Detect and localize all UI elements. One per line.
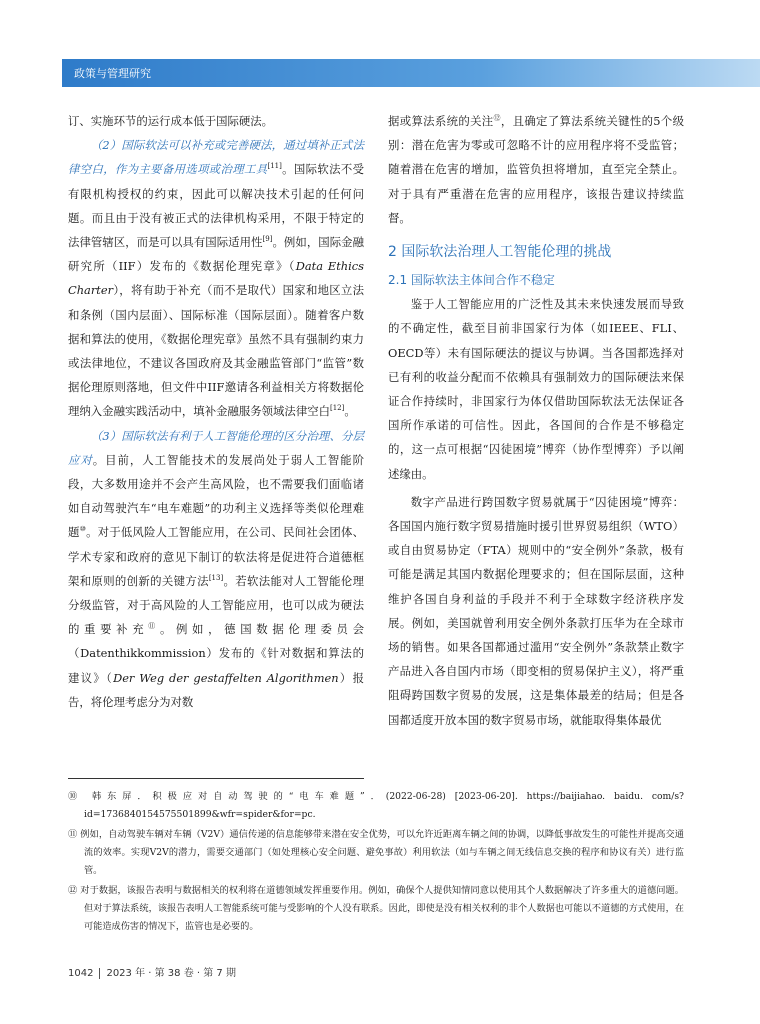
paragraph: 据或算法系统的关注⑫，且确定了算法系统关键性的5个级别：潜在危害为零或可忽略不计的应用程序将不受监管；随着潜在危害的增加，监管负担将增加，直至完全禁止。对于具有严重潜在危害的应用程序，该报告建议持续监督。 <box>388 114 684 225</box>
footnote: ⑪ 例如，自动驾驶车辆对车辆（V2V）通信传递的信息能够带来潜在安全优势，可以允许近距离车辆之间的协调，以降低事故发生的可能性并提高交通流的效率。实现V2V的潜力，需要交通部门（如处理核心安全问题、避免事故）利用软法（如与车辆之间无线信息交换的程序和协议有关）进行监管。 <box>68 829 684 876</box>
section-heading: 2 国际软法治理人工智能伦理的挑战 <box>388 244 612 261</box>
paragraph: 订、实施环节的运行成本低于国际硬法。 <box>68 114 274 128</box>
header-bar <box>62 59 760 87</box>
paragraph: 数字产品进行跨国数字贸易就属于“囚徒困境”博弈：各国国内施行数字贸易措施时援引世界贸易组织（WTO）或自由贸易协定（FTA）规则中的“安全例外”条款，极有可能是满足其国内数据伦理要求的；但在国际层面，这种维护各国自身利益的手段并不利于全球数字经济秩序发展。例如，美国就曾利用安全例外条款打压华为在全球市场的销售。如果各国都通过滥用“安全例外”条款禁止数字产品进入各自国内市场（即变相的贸易保护主义），将严重阻碍跨国数字贸易的发展，这是集体最差的结局；但是各国都适度开放本国的数字贸易市场，就能取得集体最优 <box>388 494 684 727</box>
footnote: ⑩ 韩东屏．积极应对自动驾驶的“电车难题”．(2022-06-28) [2023-06-20]. https://baijiahao. baidu. com/s? id=1736840154575501899&wfr=spider&for=pc. <box>68 791 684 820</box>
paragraph: （3）国际软法有利于人工智能伦理的区分治理、分层应对。目前，人工智能技术的发展尚处于弱人工智能阶段，大多数用途并不会产生高风险，也不需要我们面临诸如自动驾驶汽车“电车难题”的功利主义选择等类似伦理难题⑩。对于低风险人工智能应用，在公司、民间社会团体、学术专家和政府的意见下制订的软法将是促进符合道德框架和原则的创新的关键方法[13]。若软法能对人工智能伦理分级监管，对于高风险的人工智能应用，也可以成为硬法的重要补充⑪。例如，德国数据伦理委员会（Datenthikkommission）发布的《针对数据和算法的建议》（Der Weg der gestaffelten Algorithmen）报告，将伦理考虑分为对数 <box>68 428 364 709</box>
left-column <box>68 109 364 714</box>
section-title: 政策与管理研究 <box>74 67 151 80</box>
page-footer <box>68 964 236 979</box>
footnote-divider <box>68 778 364 779</box>
page-number: 1042 <box>68 968 100 979</box>
subsection-heading: 2.1 国际软法主体间合作不稳定 <box>388 273 555 288</box>
right-column <box>388 109 684 732</box>
issue-info: 2023 年 · 第 38 卷 · 第 7 期 <box>106 968 236 979</box>
footnotes <box>68 788 684 938</box>
paragraph: 鉴于人工智能应用的广泛性及其未来快速发展而导致的不确定性，截至目前非国家行为体（如IEEE、FLI、OECD等）未有国际硬法的提议与协调。当各国都选择对已有利的收益分配而不依赖具有强制效力的国际硬法来保证合作持续时，非国家行为体仅借助国际软法无法保证各国所作承诺的可信性。因此，各国间的合作是不够稳定的，这一点可根据“囚徒困境”博弈（协作型博弈）予以阐述缘由。 <box>388 297 684 481</box>
paragraph: （2）国际软法可以补充或完善硬法，通过填补正式法律空白，作为主要备用选项或治理工具[11]。国际软法不受有限机构授权的约束，因此可以解决技术引起的任何问题。而且由于没有被正式的法律机构采用，不限于特定的法律管辖区，而是可以具有国际适用性[9]。例如，国际金融研究所（IIF）发布的《数据伦理宪章》（Data Ethics Charter），将有助于补充（而不是取代）国家和地区立法和条例（国内层面）、国际标准（国际层面）。随着客户数据和算法的使用，《数据伦理宪章》虽然不具有强制约束力或法律地位，不建议各国政府及其金融监管部门“监管”数据伦理原则落地，但文件中IIF邀请各利益相关方将数据伦理纳入金融实践活动中，填补金融服务领域法律空白[12]。 <box>68 138 364 419</box>
footnote: ⑫ 对于数据，该报告表明与数据相关的权利将在道德领域发挥重要作用。例如，确保个人提供知情同意以使用其个人数据解决了许多重大的道德问题。但对于算法系统，该报告表明人工智能系统可能与受影响的个人没有联系。因此，即使是没有相关权利的非个人数据也可能以不道德的方式使用，在可能造成伤害的情况下，监管也是必要的。 <box>68 885 684 932</box>
